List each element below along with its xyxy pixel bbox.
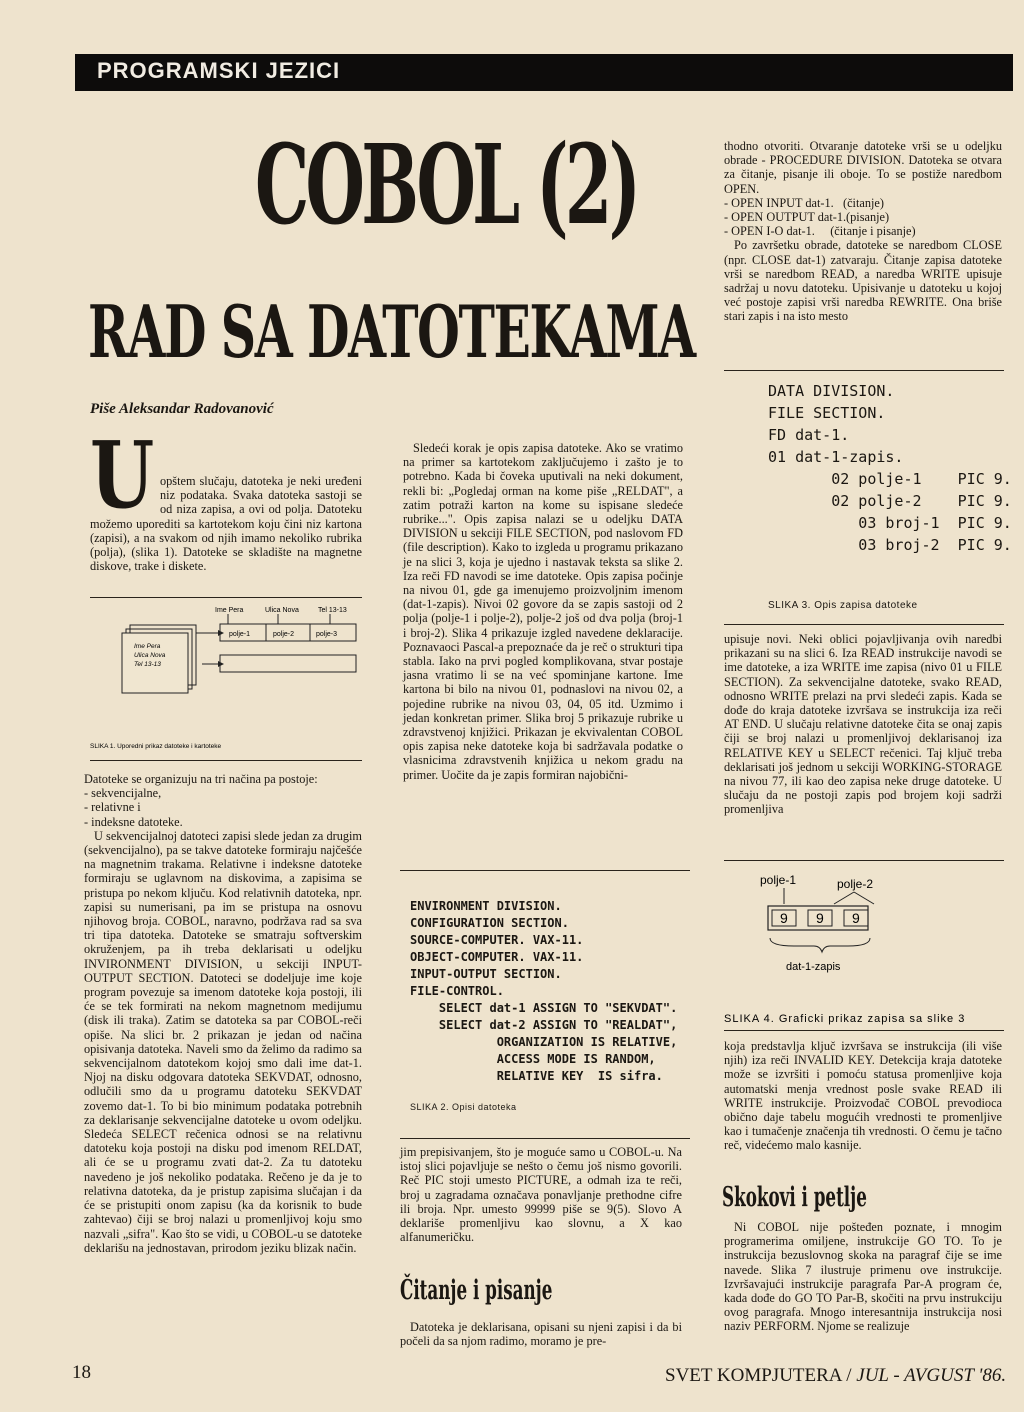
column-3-top: [724, 139, 1002, 324]
figure-3-code: [768, 380, 1012, 556]
field-3: polje-3: [316, 631, 338, 638]
open-line: - OPEN OUTPUT dat-1.(pisanje): [724, 210, 890, 225]
organize-sentence: Datoteke se organizuju na tri načina pa postoje:: [84, 772, 318, 786]
list-item: - sekvencijalne,: [84, 786, 162, 801]
code-line: 01 dat-1-zapis.: [768, 448, 904, 466]
fig4-label-1: polje-1: [760, 873, 797, 887]
list-item: - relativne i: [84, 800, 141, 815]
section-heading: Čitanje i pisanje: [400, 1275, 553, 1306]
code-line: 03 broj-2 PIC 9.: [768, 536, 1012, 554]
open-line: - OPEN INPUT dat-1. (čitanje): [724, 195, 884, 210]
field-2: polje-2: [273, 631, 295, 638]
fig4-cell-1: 9: [780, 910, 788, 926]
column-2-top: [403, 441, 683, 782]
code-line: 02 polje-1 PIC 9.: [768, 470, 1012, 488]
code-line: FILE-CONTROL.: [410, 984, 504, 998]
body-paragraph: upisuje novi. Neki oblici pojavljivanja ovih naredbi prikazani su na slici 6. Iza READ instrukcije navodi se ime datoteke, a iza WRITE ime zapisa (nivo 01 u FILE SECTION). Za sekvencijalne datoteke, svako READ, odnosno WRITE prelazi na prvi sledeći zapis. Kada se dođe do kraja datoteke izvršava se instrukcija iza reči AT END. U slučaju relativne datoteke čita se onaj zapis čiji se broj nalazi u promenljivoj deklarisanoj iza RELATIVE KEY u SELECT rečenici. Taj ključ treba deklarisati još jednom u sekciji WORKING-STORAGE na nivou 77, ili kao deo zapisa neke druge datoteke. U slučaju da ne postoji zapis pod brojem koji sadrži promenljiva: [724, 632, 1002, 817]
code-line: FILE SECTION.: [768, 404, 886, 422]
drop-cap: U: [90, 421, 155, 529]
divider: [400, 870, 690, 871]
code-line: ACCESS MODE IS RANDOM,: [410, 1052, 656, 1066]
figure-4: [724, 866, 1004, 1031]
column-3-after: [724, 1220, 1002, 1334]
divider: [724, 624, 1004, 625]
fig4-cell-2: 9: [816, 910, 824, 926]
page-number: 18: [72, 1362, 91, 1383]
section-title: PROGRAMSKI JEZICI: [97, 58, 341, 83]
fig1-top-label-1: Ime Pera: [215, 607, 244, 614]
divider: [90, 597, 362, 598]
body-paragraph: U sekvencijalnoj datoteci zapisi slede jedan za drugim (sekvencijalno), pa se takve datoteke formiraju najčešće na magnetnim trakama. Relativne i indeksne datoteke formiraju se uglavnom na diskovima, a zapisima se pristupa po nekom ključu. Kod relativnih datoteka, npr. zapisi su numerisani, pa im se pristupa na osnovu njihovog broja. COBOL, naravno, podržava rad sa sva tri tipa datoteka. Datoteke se smatraju softverskim okruženjem, pa ih treba deklarisati u odeljku INVIRONMENT DIVISION, u sekciji INPUT-OUTPUT SECTION. Datoteci se dodeljuje ime koje program povezuje sa imenom datoteke koja postoji, ili će se tek formirati na nekom magnetnom medijumu (disk ili traka). Zatim se datoteka sa par COBOL-reči opiše. Na slici br. 2 prikazan je jedan od načina opisivanja datoteka. Naveli smo da želimo da radimo sa sekvencijalnom datotekom kojoj smo dali ime dat-1. Njoj na disku odgovara datoteka SEKVDAT, odnosno, odlučili smo da u programu datoteku SEKVDAT zovemo dat-1. To bi bio minimum podataka potrebnih za deklarisanje sekvencijalne datoteke u ovom odeljku. Sledeća SELECT rečenica odnosi se na relativnu datoteku koja postoji na disku pod imenom RELDAT, ali će se u programu zvati dat-2. Za tu datoteku navedeno je još nekoliko podataka. Rečeno je da je to relativna datoteka, da je pristup zapisima slučajan i da će se pristupiti onom zapisu (ka da korisnik to bude zahtevao) čiji se broj nalazi u promenljivoj koju smo nazvali „sifra". Kao što se vidi, u COBOL-u se datoteke deklarišu na jednostavan, prirodom jeziku blizak način.: [84, 828, 362, 1255]
figure-1: [90, 600, 365, 760]
code-line: INPUT-OUTPUT SECTION.: [410, 967, 562, 981]
magazine-footer: [665, 1365, 1006, 1387]
magazine-name: SVET KOMPJUTERA /: [665, 1365, 857, 1386]
column-2-bottom: [400, 1145, 682, 1244]
figure-4-diagram: [724, 866, 1004, 1031]
figure-2-caption: SLIKA 2. Opisi datoteka: [410, 1102, 517, 1112]
section-banner: [75, 54, 1013, 91]
body-paragraph: jim prepisivanjem, što je moguće samo u COBOL-u. Na istoj slici pojavljuje se nešto o čemu još nismo govorili. Reč PIC stoji umesto PICTURE, a odmah iza te reči, broj u zagradama označava ponavljanje prethodne cifre ili broja. Npr. umesto 99999 piše se 9(5). Slovo A deklariše promenljivu kao slovnu, a X kao alfanumeričku.: [400, 1145, 682, 1245]
card-line-3: Tel 13-13: [134, 661, 161, 668]
divider: [400, 1138, 690, 1139]
figure-2-code: [410, 898, 677, 1085]
code-line: FD dat-1.: [768, 426, 850, 444]
code-line: CONFIGURATION SECTION.: [410, 916, 569, 930]
code-line: ORGANIZATION IS RELATIVE,: [410, 1035, 678, 1049]
divider: [90, 760, 362, 761]
fig1-top-label-3: Tel 13-13: [318, 607, 347, 614]
code-line: OBJECT-COMPUTER. VAX-11.: [410, 950, 584, 964]
divider: [724, 370, 1004, 371]
figure-1-diagram: [90, 600, 365, 760]
column-3-bottom: [724, 1039, 1002, 1153]
figure-4-caption: SLIKA 4. Graficki prikaz zapisa sa slike 3: [724, 1013, 966, 1025]
card-line-2: Ulica Nova: [134, 652, 166, 659]
column-2-after: [400, 1320, 682, 1348]
code-line: RELATIVE KEY IS sifra.: [410, 1069, 663, 1083]
magazine-issue: JUL - AVGUST '86.: [856, 1365, 1007, 1386]
code-line: SOURCE-COMPUTER. VAX-11.: [410, 933, 584, 947]
section-heading: Skokovi i petlje: [722, 1182, 867, 1213]
fig4-brace-label: dat-1-zapis: [786, 961, 841, 973]
intro-paragraph: opštem slučaju, datoteka je neki uređeni niz podataka. Svaka datoteka sastoji se od niza zapisa, a ovi od polja. Datoteku možemo uporediti sa kartotekom koju čini niz kartona (zapisi), a na svakom od njih imamo nekoliko rubrika (polja), (slika 1). Datoteke se skladište na magnetne diskove, trake i diskete.: [90, 474, 362, 574]
figure-3-caption: SLIKA 3. Opis zapisa datoteke: [768, 600, 918, 611]
code-line: SELECT dat-2 ASSIGN TO "REALDAT",: [410, 1018, 678, 1032]
code-line: 02 polje-2 PIC 9.: [768, 492, 1012, 510]
fig1-top-label-2: Ulica Nova: [265, 607, 299, 614]
code-line: 03 broj-1 PIC 9.: [768, 514, 1012, 532]
body-paragraph: thodno otvoriti. Otvaranje datoteke vrši se u odeljku obrade - PROCEDURE DIVISION. Datoteka se otvara za čitanje, pisanje ili oboje. To se postiže naredbom OPEN.: [724, 139, 1002, 196]
body-paragraph: Ni COBOL nije pošteđen poznate, i mnogim programerima omiljene, instrukcije GO TO. To je instrukcija bezuslovnog skoka na paragraf čije se ime navede. Slika 7 ilustruje primenu ove instrukcije. Izvršavajući instrukcije paragrafa Par-A program će, kada dođe do GO TO Par-B, skočiti na prvu instrukciju ovog paragrafa. Mnogo interesantnija instrukcija nosi naziv PERFORM. Njome se realizuje: [724, 1220, 1002, 1334]
fig4-cell-3: 9: [852, 910, 860, 926]
divider: [724, 1030, 1004, 1031]
body-paragraph: Datoteka je deklarisana, opisani su njeni zapisi i da bi počeli da sa njom radimo, moramo je pre-: [400, 1320, 682, 1349]
card-line-1: Ime Pera: [134, 643, 161, 650]
byline: Piše Aleksandar Radovanović: [90, 401, 274, 417]
article-subtitle: RAD SA DATOTEKAMA: [88, 289, 695, 374]
body-paragraph: Sledeći korak je opis zapisa datoteke. Ako se vratimo na primer sa kartotekom zaključujemo i zašto je to potrebno. Kada bi čoveka uputivali na neki dokument, rekli bi: „Pogledaj orman na kome piše „RELDAT", a zatim potraži karton na kome su ispisane sledeće rubrike...". Opis zapisa nalazi se u odeljku DATA DIVISION u sekciji FILE SECTION, pod naslovom FD (file description). Kako to izgleda u programu prikazano je na slici 3, koja je ujedno i nastavak teksta sa slike 2. Iza reči FD navodi se ime datoteke. Opis zapisa počinje na nivou 01, gde ga imenujemo proizvoljnim imenom (dat-1-zapis). Nivoi 02 govore da se zapis sastoji od 2 polja (polje-1 i polje-2), polje-2 još od dva polja (broj-1 i broj-2). Slika 4 prikazuje izgled navedene deklaracije. Poznavaoci Pascal-a prepoznaće da je reč o strukturi tipa stabla. Iako na prvi pogled komplikovana, stvar postaje jasna vratimo li se na već spominjane kartone. Ime kartona bi bilo na nivou 01, podnaslovi na nivou 02, a pojedine rubrike na nivou 03, 04, 05 itd. Uzmimo i jedan konkretan primer. Slika broj 5 prikazuje rubrike u zdravstvenoj knjižici. Prikazan je ekvivalentan COBOL opis zapisa neke datoteke koja bi sadržavala podatke o vlasnicima zdravstvenih knjižica u nekom gradu na primer. Uočite da je zapis formiran najobični-: [403, 441, 683, 782]
article-title: COBOL (2): [255, 120, 638, 249]
fig4-label-2: polje-2: [837, 877, 874, 891]
column-3-mid: [724, 632, 1002, 817]
open-line: - OPEN I-O dat-1. (čitanje i pisanje): [724, 224, 916, 239]
code-line: SELECT dat-1 ASSIGN TO "SEKVDAT".: [410, 1001, 678, 1015]
column-1-body: [84, 772, 362, 1255]
body-paragraph: koja predstavlja ključ izvršava se instrukcija (ili više njih) iza reči INVALID KEY. Detekcija kraja datoteke može se izvršiti i pomoću statusa promenljive koja automatski menja vrednost posle svake READ ili WRITE instrukcije. Proizvođač COBOL prevodioca obično daje tabelu mogućih vrednosti te promenljive kao i tumačenje značenja tih vrednosti. O čemu je tačno reč, videćemo malo kasnije.: [724, 1039, 1002, 1153]
list-item: - indeksne datoteke.: [84, 814, 183, 829]
code-line: ENVIRONMENT DIVISION.: [410, 899, 562, 913]
field-1: polje-1: [229, 631, 251, 638]
figure-1-caption: SLIKA 1. Uporedni prikaz datoteke i kartoteke: [90, 743, 222, 750]
body-paragraph: Po završetku obrade, datoteke se naredbom CLOSE (npr. CLOSE dat-1) zatvaraju. Čitanje zapisa datoteke vrši se naredbom READ, a naredba WRITE upisuje sadržaj u novu datoteku. Upisivanje u datoteku u kojoj već postoje zapisi vrši naredba REWRITE. Ona briše stari zapis i na isto mesto: [724, 238, 1002, 324]
divider: [724, 860, 1004, 861]
code-line: DATA DIVISION.: [768, 382, 895, 400]
column-1-intro: [90, 421, 362, 574]
